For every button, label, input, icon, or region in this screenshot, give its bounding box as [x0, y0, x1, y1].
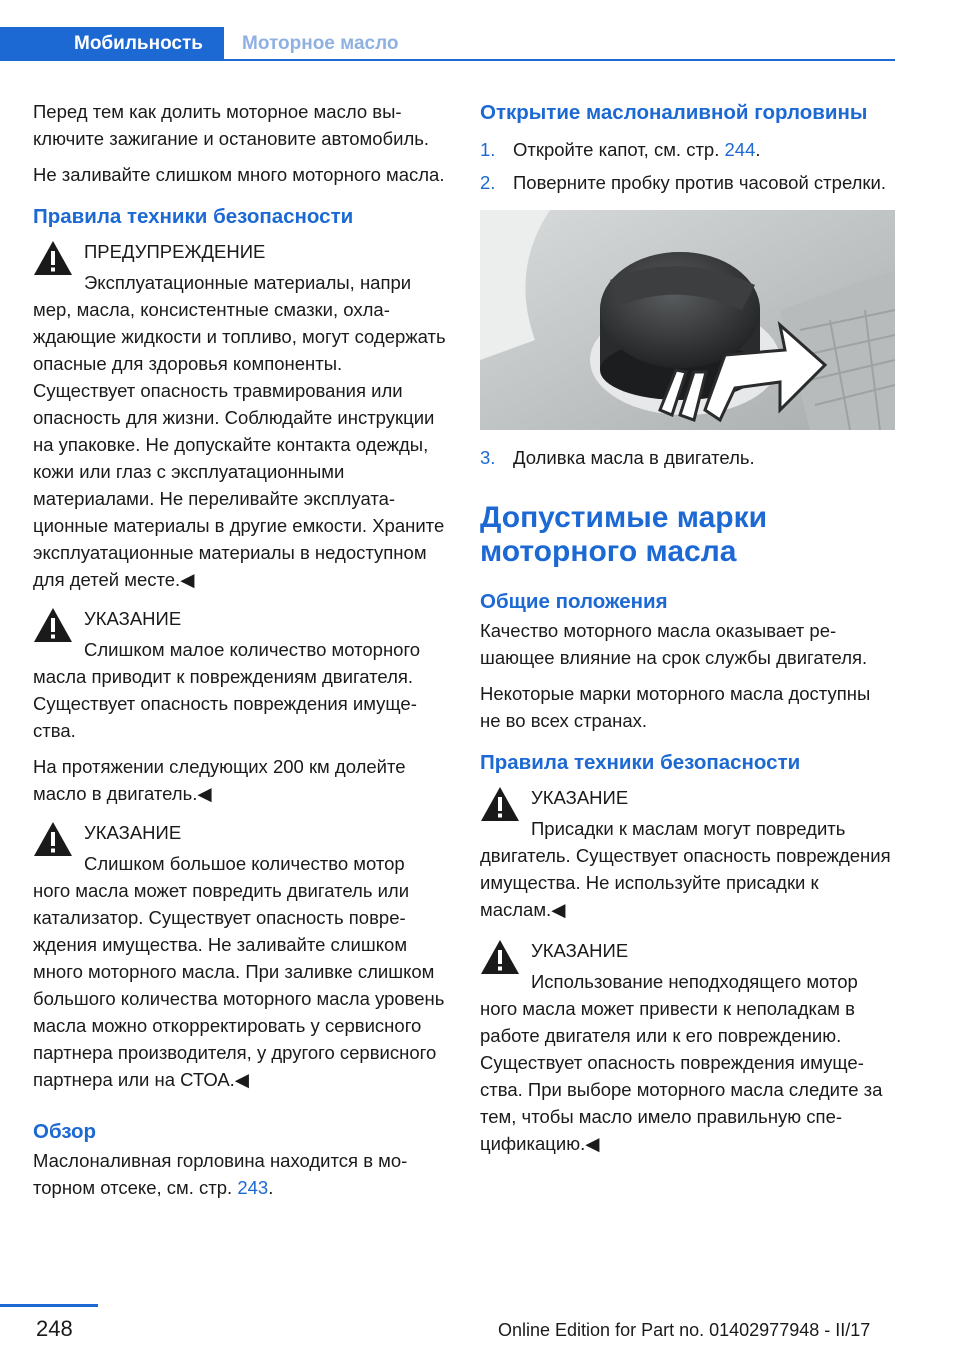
notice-extra-1: На протяжении следующих 200 км долейте масло в двигатель.◀ [33, 756, 406, 804]
page-link-244[interactable]: 244 [724, 139, 756, 160]
notice-body-first-1: Слишком малое количество моторного [84, 639, 421, 660]
header-rule [224, 59, 895, 61]
intro-paragraph-2: Не заливайте слишком много моторного масла. [33, 164, 445, 185]
step-3: 3. Доливка масла в двигатель. [480, 447, 755, 468]
notice-body-2: ного масла может повредить двигатель или катализатор. Существует опасность повреждения имущества. Не заливайте слишком много моторного масла. При заливке слишком большого количества моторного масла уровень масла можно откорректировать у сервисного партнера производителя, у другого сервисного партнера или на СТОА.◀ [33, 880, 445, 1090]
notice-title-4: УКАЗАНИЕ [531, 940, 629, 961]
tab-engine-oil[interactable]: Моторное масло [242, 33, 399, 54]
safety-heading-right: Правила техники безопасности [480, 751, 801, 774]
approved-oils-heading: Допустимые марки моторного масла [480, 501, 768, 568]
tab-mobility[interactable]: Мобильность [0, 27, 224, 61]
warning-block [33, 238, 448, 593]
notice-title-1: УКАЗАНИЕ [84, 608, 182, 629]
notice-title-2: УКАЗАНИЕ [84, 822, 182, 843]
steps-list-continued [480, 444, 895, 471]
warning-title: ПРЕДУПРЕЖДЕНИЕ [84, 241, 266, 262]
warning-body: мер, масла, консистентные смазки, охлаждающие жидкости и топливо, могут содержать опасные для здоровья компоненты. Существует опасность травмирования или опасность для жизни. Соблюдайте инструкции на упаковке. Не допускайте контакта одежды, кожи или глаз с эксплуатационными материалами. Не переливайте эксплуатационные материалы в другие емкости. Храните эксплуатационные материалы в недоступном для детей месте.◀ [33, 299, 446, 590]
notice-body-1: масла приводит к повреждениям двигателя. Существует опасность повреждения имущества. [33, 666, 417, 741]
page-number: 248 [36, 1316, 73, 1341]
notice-triangle-icon [480, 939, 520, 975]
notice-body-4: ного масла может привести к неполадкам в работе двигателя или к его повреждению. Существует опасность повреждения имущества. При выборе моторного масла следите за тем, чтобы масло имело правильную спецификацию.◀ [480, 998, 883, 1154]
oil-cap-photo [480, 210, 895, 430]
left-column [33, 98, 448, 1210]
page-link-243[interactable]: 243 [237, 1177, 269, 1198]
notice-triangle-icon [33, 821, 73, 857]
notice-body-first-3: Присадки к маслам могут повредить [531, 818, 846, 839]
steps-list [480, 136, 895, 196]
overview-heading: Обзор [33, 1120, 97, 1143]
notice-body-first-4: Использование неподходящего мотор [531, 971, 858, 992]
warning-body-first: Эксплуатационные материалы, напри [84, 272, 412, 293]
warning-triangle-icon [33, 240, 73, 276]
oil-cap-illustration [480, 210, 895, 430]
overview-paragraph: Маслоналивная горловина находится в моторном отсеке, см. стр. 243. [33, 1150, 408, 1198]
general-paragraph-2: Некоторые марки моторного масла доступны не во всех странах. [480, 683, 871, 731]
right-column [480, 98, 895, 1166]
notice-title-3: УКАЗАНИЕ [531, 787, 629, 808]
intro-paragraph-1: Перед тем как долить моторное масло выключите зажигание и остановите автомобиль. [33, 101, 430, 149]
step-2: 2. Поверните пробку против часовой стрелки. [480, 172, 886, 193]
notice-body-first-2: Слишком большое количество мотор [84, 853, 405, 874]
page-header [0, 27, 895, 61]
notice-triangle-icon [33, 607, 73, 643]
step-1: 1. Откройте капот, см. стр. 244. [480, 139, 761, 160]
footer-rule [0, 1304, 98, 1307]
general-paragraph-1: Качество моторного масла оказывает решающее влияние на срок службы двигателя. [480, 620, 868, 668]
general-heading: Общие положения [480, 590, 668, 613]
notice-body-3: двигатель. Существует опасность повреждения имущества. Не используйте присадки к маслам.◀ [480, 845, 891, 920]
notice-block-3 [480, 784, 895, 923]
edition-text: Online Edition for Part no. 01402977948 - II/17 [498, 1320, 871, 1340]
notice-block-1 [33, 605, 448, 807]
safety-heading: Правила техники безопасности [33, 205, 354, 228]
notice-block-2 [33, 819, 448, 1093]
notice-triangle-icon [480, 786, 520, 822]
open-filler-heading: Открытие маслоналивной горловины [480, 101, 868, 124]
notice-block-4 [480, 937, 895, 1157]
